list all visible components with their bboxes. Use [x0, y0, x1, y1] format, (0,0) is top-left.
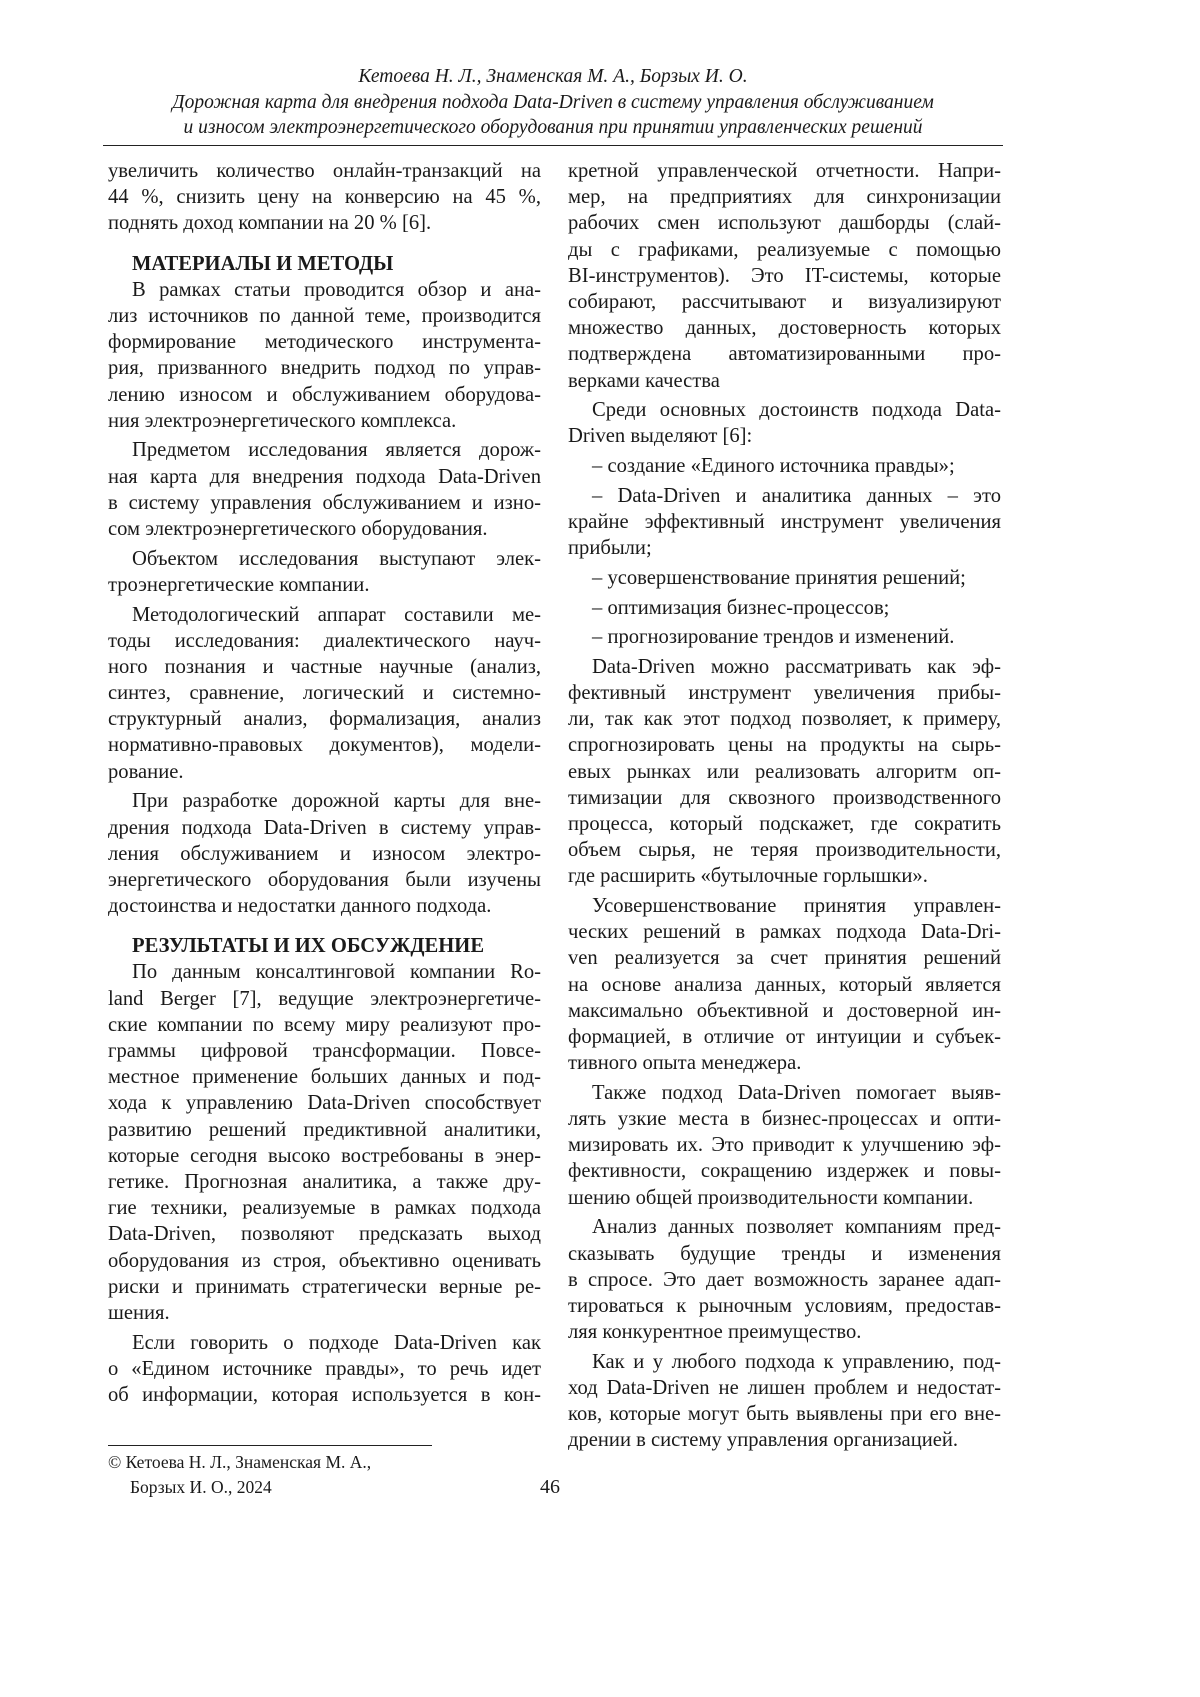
running-header — [103, 64, 1003, 141]
section-heading: МАТЕРИАЛЫ И МЕТОДЫ — [108, 251, 541, 277]
text-line: тироваться к рыночным условиям, предостав- — [568, 1293, 1001, 1319]
text-line: В рамках статьи проводится обзор и ана- — [108, 277, 541, 303]
text-line: дрении в систему управления организацией. — [568, 1427, 1001, 1453]
text-line: об информации, которая используется в кон- — [108, 1382, 541, 1408]
text-line: ven реализуется за счет принятия решений — [568, 945, 1001, 971]
text-line: на основе анализа данных, который является — [568, 972, 1001, 998]
text-line: 44 %, снизить цену на конверсию на 45 %, — [108, 184, 541, 210]
paragraph — [568, 654, 1001, 890]
text-line: дрения подхода Data-Driven в систему управ- — [108, 815, 541, 841]
text-line: Анализ данных позволяет компаниям пред- — [568, 1214, 1001, 1240]
text-line: спрогнозировать цены на продукты на сырь- — [568, 732, 1001, 758]
text-line: ного познания и частные научные (анализ, — [108, 654, 541, 680]
text-line: сказывать будущие тренды и изменения — [568, 1241, 1001, 1267]
text-line: процесса, который подскажет, где сократить — [568, 811, 1001, 837]
text-line: крайне эффективный инструмент увеличения — [568, 509, 1001, 535]
paragraph — [108, 602, 541, 785]
text-line: евых рынках или реализовать алгоритм оп- — [568, 759, 1001, 785]
paragraph — [108, 788, 541, 919]
text-line: мер, на предприятиях для синхронизации — [568, 184, 1001, 210]
text-line: – Data-Driven и аналитика данных – это — [568, 483, 1001, 509]
text-line: ная карта для внедрения подхода Data-Driven — [108, 464, 541, 490]
text-line: рабочих смен используют дашборды (слай- — [568, 210, 1001, 236]
text-line: достоинства и недостатки данного подхода. — [108, 893, 541, 919]
text-line: формацией, в отличие от интуиции и субъек- — [568, 1024, 1001, 1050]
text-line: Также подход Data-Driven помогает выяв- — [568, 1080, 1001, 1106]
text-line: ли, так как этот подход позволяет, к примеру, — [568, 706, 1001, 732]
text-line: Как и у любого подхода к управлению, под- — [568, 1349, 1001, 1375]
paragraph — [568, 158, 1001, 394]
footnote-rule — [108, 1445, 432, 1446]
paragraph — [568, 565, 1001, 591]
text-line: Методологический аппарат составили ме- — [108, 602, 541, 628]
text-line: Driven выделяют [6]: — [568, 423, 1001, 449]
text-line: ков, которые могут быть выявлены при его вне- — [568, 1401, 1001, 1427]
text-line: По данным консалтинговой компании Ro- — [108, 959, 541, 985]
text-line: троэнергетические компании. — [108, 572, 541, 598]
text-line: увеличить количество онлайн-транзакций на — [108, 158, 541, 184]
text-line: верками качества — [568, 368, 1001, 394]
copyright-line-1: © Кетоева Н. Л., Знаменская М. А., — [108, 1450, 371, 1475]
paragraph — [568, 1214, 1001, 1345]
text-line: шению общей производительности компании. — [568, 1185, 1001, 1211]
text-line: тоды исследования: диалектического науч- — [108, 628, 541, 654]
text-line: тивного опыта менеджера. — [568, 1050, 1001, 1076]
text-line: собирают, рассчитывают и визуализируют — [568, 289, 1001, 315]
copyright-footnote — [108, 1450, 371, 1500]
text-line: ход Data-Driven не лишен проблем и недостат- — [568, 1375, 1001, 1401]
header-authors: Кетоева Н. Л., Знаменская М. А., Борзых И. О. — [103, 64, 1003, 90]
page-number: 46 — [540, 1476, 560, 1499]
text-line: BI-инструментов). Это IT-системы, которые — [568, 263, 1001, 289]
paragraph — [568, 483, 1001, 562]
text-line: лиз источников по данной теме, производится — [108, 303, 541, 329]
header-rule — [103, 145, 1003, 146]
text-line: нормативно-правовых документов), модели- — [108, 732, 541, 758]
paragraph — [108, 546, 541, 598]
text-line: При разработке дорожной карты для вне- — [108, 788, 541, 814]
text-line: Если говорить о подходе Data-Driven как — [108, 1330, 541, 1356]
text-line: которые сегодня высоко востребованы в энер- — [108, 1143, 541, 1169]
text-line: гие техники, реализуемые в рамках подхода — [108, 1195, 541, 1221]
text-line: ления обслуживанием и износом электро- — [108, 841, 541, 867]
paragraph — [568, 595, 1001, 621]
text-line: лять узкие места в бизнес-процессах и опти- — [568, 1106, 1001, 1132]
text-line: где расширить «бутылочные горлышки». — [568, 863, 1001, 889]
header-title-line-2: и износом электроэнергетического оборудования при принятии управленческих решений — [103, 115, 1003, 141]
paragraph — [108, 158, 541, 237]
text-line: ческих решений в рамках подхода Data-Dri- — [568, 919, 1001, 945]
paragraph — [568, 397, 1001, 449]
paragraph — [568, 1080, 1001, 1211]
text-line: фективности, сокращению издержек и повы- — [568, 1158, 1001, 1184]
text-line: сом электроэнергетического оборудования. — [108, 516, 541, 542]
text-line: Объектом исследования выступают элек- — [108, 546, 541, 572]
text-line: ские компании по всему миру реализуют про- — [108, 1012, 541, 1038]
text-line: рия, призванного внедрить подход по управ- — [108, 355, 541, 381]
text-line: ляя конкурентное преимущество. — [568, 1319, 1001, 1345]
text-line: рование. — [108, 759, 541, 785]
text-line: фективный инструмент увеличения прибы- — [568, 680, 1001, 706]
text-line: – прогнозирование трендов и изменений. — [568, 624, 1001, 650]
text-line: энергетического оборудования были изучены — [108, 867, 541, 893]
text-line: кретной управленческой отчетности. Напри- — [568, 158, 1001, 184]
text-line: в спросе. Это дает возможность заранее адап- — [568, 1267, 1001, 1293]
text-line: оборудования из строя, объективно оценивать — [108, 1248, 541, 1274]
paragraph — [108, 437, 541, 542]
paragraph — [108, 959, 541, 1326]
paragraph — [568, 624, 1001, 650]
text-line: хода к управлению Data-Driven способствует — [108, 1090, 541, 1116]
text-line: ды с графиками, реализуемые с помощью — [568, 237, 1001, 263]
text-line: множество данных, достоверность которых — [568, 315, 1001, 341]
paragraph — [568, 1349, 1001, 1454]
paragraph — [568, 453, 1001, 479]
copyright-line-2: Борзых И. О., 2024 — [108, 1475, 371, 1500]
left-column — [108, 158, 541, 1412]
text-line: риски и принимать стратегически верные ре- — [108, 1274, 541, 1300]
text-line: тимизации для сквозного производственного — [568, 785, 1001, 811]
paragraph — [108, 1330, 541, 1409]
text-line: местное применение больших данных и под- — [108, 1064, 541, 1090]
text-line: Усовершенствование принятия управлен- — [568, 893, 1001, 919]
paragraph — [568, 893, 1001, 1076]
text-line: Предметом исследования является дорож- — [108, 437, 541, 463]
text-line: граммы цифровой трансформации. Повсе- — [108, 1038, 541, 1064]
text-line: Data-Driven можно рассматривать как эф- — [568, 654, 1001, 680]
section-heading: РЕЗУЛЬТАТЫ И ИХ ОБСУЖДЕНИЕ — [108, 933, 541, 959]
text-line: максимально объективной и достоверной ин- — [568, 998, 1001, 1024]
text-line: шения. — [108, 1300, 541, 1326]
text-line: о «Едином источнике правды», то речь идет — [108, 1356, 541, 1382]
text-line: гетике. Прогнозная аналитика, а также дру- — [108, 1169, 541, 1195]
text-line: развитию решений предиктивной аналитики, — [108, 1117, 541, 1143]
text-line: поднять доход компании на 20 % [6]. — [108, 210, 541, 236]
text-line: формирование методического инструмента- — [108, 329, 541, 355]
text-line: синтез, сравнение, логический и системно- — [108, 680, 541, 706]
text-line: – создание «Единого источника правды»; — [568, 453, 1001, 479]
text-line: land Berger [7], ведущие электроэнергетиче- — [108, 986, 541, 1012]
text-line: мизировать их. Это приводит к улучшению эф- — [568, 1132, 1001, 1158]
text-line: подтверждена автоматизированными про- — [568, 341, 1001, 367]
text-line: Среди основных достоинств подхода Data- — [568, 397, 1001, 423]
text-line: – усовершенствование принятия решений; — [568, 565, 1001, 591]
text-line: Data-Driven, позволяют предсказать выход — [108, 1221, 541, 1247]
right-column — [568, 158, 1001, 1457]
text-line: структурный анализ, формализация, анализ — [108, 706, 541, 732]
paragraph — [108, 277, 541, 434]
text-line: в систему управления обслуживанием и изно- — [108, 490, 541, 516]
text-line: – оптимизация бизнес-процессов; — [568, 595, 1001, 621]
header-title-line-1: Дорожная карта для внедрения подхода Data-Driven в систему управления обслуживанием — [103, 90, 1003, 116]
text-line: прибыли; — [568, 535, 1001, 561]
text-line: объем сырья, не теряя производительности, — [568, 837, 1001, 863]
text-line: лению износом и обслуживанием оборудова- — [108, 382, 541, 408]
text-line: ния электроэнергетического комплекса. — [108, 408, 541, 434]
